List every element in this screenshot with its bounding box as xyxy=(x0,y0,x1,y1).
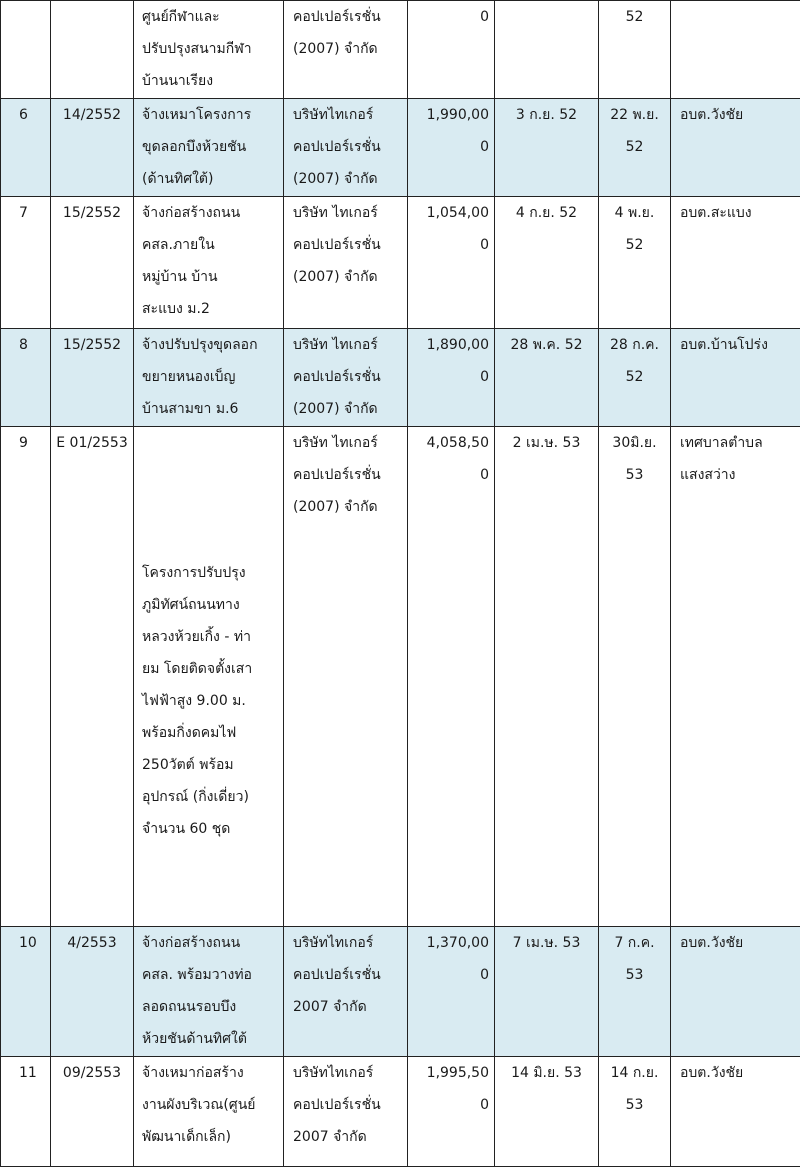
cell-end-date-text: 52 xyxy=(625,237,644,253)
cell-agency-text: อบต.วังชัย xyxy=(680,107,744,123)
cell-contract-no-text: E 01/2553 xyxy=(56,435,128,451)
cell-amount xyxy=(408,197,495,329)
cell-project-text: จ้างเหมาโครงการ xyxy=(142,107,252,123)
cell-end-date-text: 4 พ.ย. xyxy=(614,205,655,221)
cell-end-date xyxy=(599,329,671,427)
cell-contractor-text: คอปเปอร์เรชั่น xyxy=(293,9,381,25)
cell-end-date-text: 28 ก.ค. xyxy=(609,337,659,353)
cell-no xyxy=(1,1057,51,1167)
cell-contractor xyxy=(284,329,408,427)
table-row xyxy=(1,427,800,927)
cell-contractor-text: บริษัท ไทเกอร์ xyxy=(293,435,378,451)
cell-project xyxy=(134,99,284,197)
table-body xyxy=(1,1,800,1167)
cell-project xyxy=(134,1,284,99)
cell-project-text: จ้างก่อสร้างถนน xyxy=(142,205,241,221)
cell-amount-text: 0 xyxy=(480,139,489,155)
cell-end-date-text: 14 ก.ย. xyxy=(610,1065,659,1081)
cell-amount-text: 4,058,50 xyxy=(426,435,489,451)
cell-contractor-text: บริษัท ไทเกอร์ xyxy=(293,337,378,353)
cell-start-date-text: 7 เม.ษ. 53 xyxy=(512,935,581,951)
cell-contract-no xyxy=(51,1,134,99)
cell-project xyxy=(134,197,284,329)
cell-no-text: 8 xyxy=(19,337,28,353)
cell-contractor-text: บริษัทไทเกอร์ xyxy=(293,935,374,951)
cell-end-date xyxy=(599,1057,671,1167)
cell-start-date xyxy=(495,99,599,197)
cell-end-date xyxy=(599,927,671,1057)
cell-project-text: ไฟฟ้าสูง 9.00 ม. xyxy=(142,693,246,709)
cell-amount-text: 1,370,00 xyxy=(426,935,489,951)
cell-contract-no xyxy=(51,927,134,1057)
cell-end-date xyxy=(599,427,671,927)
cell-contract-no xyxy=(51,427,134,927)
cell-amount xyxy=(408,927,495,1057)
cell-project-text: คสล. พร้อมวางท่อ xyxy=(142,967,252,983)
table-row xyxy=(1,197,800,329)
cell-project-text: พร้อมกิ่งดคมไฟ xyxy=(142,725,237,741)
cell-contract-no-text: 14/2552 xyxy=(62,107,122,123)
cell-project-text: (ด้านทิศใต้) xyxy=(142,171,214,187)
cell-agency-text: เทศบาลตำบล xyxy=(680,435,763,451)
cell-project-text: ลอดถนนรอบบึง xyxy=(142,999,237,1015)
cell-no xyxy=(1,427,51,927)
cell-start-date-text: 4 ก.ย. 52 xyxy=(515,205,578,221)
cell-no xyxy=(1,329,51,427)
cell-amount xyxy=(408,427,495,927)
cell-contractor-text: (2007) จำกัด xyxy=(293,269,378,285)
cell-project-text: บ้านสามขา ม.6 xyxy=(142,401,239,417)
cell-contractor-text: บริษัท ไทเกอร์ xyxy=(293,205,378,221)
cell-contract-no-text: 09/2553 xyxy=(62,1065,122,1081)
table-row xyxy=(1,99,800,197)
cell-end-date-text: 53 xyxy=(625,467,644,483)
cell-contractor xyxy=(284,197,408,329)
cell-contract-no-text: 15/2552 xyxy=(62,337,122,353)
cell-contractor-text: คอปเปอร์เรชั่น xyxy=(293,139,381,155)
cell-no-text: 6 xyxy=(19,107,28,123)
cell-start-date-text: 14 มิ.ย. 53 xyxy=(511,1065,582,1081)
cell-amount-text: 0 xyxy=(480,9,489,25)
cell-project xyxy=(134,329,284,427)
cell-project-text: ห้วยชันด้านทิศใต้ xyxy=(142,1031,247,1047)
cell-project xyxy=(134,927,284,1057)
cell-amount xyxy=(408,1057,495,1167)
cell-no xyxy=(1,927,51,1057)
cell-amount-text: 1,890,00 xyxy=(426,337,489,353)
cell-agency xyxy=(671,1,800,99)
cell-agency xyxy=(671,1057,800,1167)
cell-contractor-text: 2007 จำกัด xyxy=(293,1129,367,1145)
cell-contract-no xyxy=(51,1057,134,1167)
cell-end-date-text: 22 พ.ย. xyxy=(610,107,659,123)
cell-start-date xyxy=(495,927,599,1057)
cell-end-date xyxy=(599,197,671,329)
cell-amount xyxy=(408,1,495,99)
cell-start-date-text: 3 ก.ย. 52 xyxy=(515,107,578,123)
cell-agency xyxy=(671,427,800,927)
cell-no xyxy=(1,197,51,329)
cell-contractor xyxy=(284,1057,408,1167)
cell-end-date-text: 30มิ.ย. xyxy=(612,435,657,451)
cell-contractor-text: บริษัทไทเกอร์ xyxy=(293,107,374,123)
table-row xyxy=(1,1057,800,1167)
cell-contractor-text: (2007) จำกัด xyxy=(293,401,378,417)
cell-contractor-text: คอปเปอร์เรชั่น xyxy=(293,369,381,385)
cell-project-text: ขยายหนองเบ็ญ xyxy=(142,369,236,385)
cell-project-text: จำนวน 60 ชุด xyxy=(142,821,231,837)
cell-contract-no-text: 4/2553 xyxy=(67,935,117,951)
cell-start-date xyxy=(495,329,599,427)
cell-start-date-text: 2 เม.ษ. 53 xyxy=(512,435,581,451)
cell-project-text: ภูมิทัศน์ถนนทาง xyxy=(142,597,240,613)
cell-start-date xyxy=(495,1,599,99)
cell-contract-no xyxy=(51,197,134,329)
cell-project-text: พัฒนาเด็กเล็ก) xyxy=(142,1129,231,1145)
cell-no-text: 11 xyxy=(19,1065,37,1081)
cell-project-text: สะแบง ม.2 xyxy=(142,301,210,317)
cell-contractor xyxy=(284,427,408,927)
cell-agency xyxy=(671,99,800,197)
cell-project-text: 250วัตต์ พร้อม xyxy=(142,757,234,773)
cell-end-date-text: 53 xyxy=(625,1097,644,1113)
cell-agency-text: อบต.สะแบง xyxy=(680,205,752,221)
cell-contract-no xyxy=(51,329,134,427)
cell-end-date-text: 52 xyxy=(625,9,644,25)
cell-contractor-text: บริษัทไทเกอร์ xyxy=(293,1065,374,1081)
cell-contractor-text: 2007 จำกัด xyxy=(293,999,367,1015)
cell-contractor xyxy=(284,99,408,197)
table-row xyxy=(1,927,800,1057)
cell-end-date-text: 53 xyxy=(625,967,644,983)
cell-contractor-text: (2007) จำกัด xyxy=(293,171,378,187)
cell-start-date xyxy=(495,427,599,927)
cell-contractor xyxy=(284,927,408,1057)
cell-no xyxy=(1,1,51,99)
cell-project-text: จ้างเหมาก่อสร้าง xyxy=(142,1065,244,1081)
table-row xyxy=(1,329,800,427)
cell-start-date-text: 28 พ.ค. 52 xyxy=(510,337,583,353)
cell-agency xyxy=(671,927,800,1057)
cell-amount-text: 1,054,00 xyxy=(426,205,489,221)
cell-end-date-text: 7 ก.ค. xyxy=(614,935,655,951)
cell-contractor-text: (2007) จำกัด xyxy=(293,41,378,57)
cell-contractor-text: คอปเปอร์เรชั่น xyxy=(293,1097,381,1113)
cell-contractor xyxy=(284,1,408,99)
cell-agency xyxy=(671,329,800,427)
cell-amount xyxy=(408,99,495,197)
cell-agency-text: แสงสว่าง xyxy=(680,467,736,483)
cell-project-text: จ้างก่อสร้างถนน xyxy=(142,935,241,951)
cell-amount-text: 0 xyxy=(480,967,489,983)
cell-amount xyxy=(408,329,495,427)
cell-agency xyxy=(671,197,800,329)
cell-contract-no-text: 15/2552 xyxy=(62,205,122,221)
cell-contract-no xyxy=(51,99,134,197)
cell-project-text: งานผังบริเวณ(ศูนย์ xyxy=(142,1097,256,1113)
cell-amount-text: 1,990,00 xyxy=(426,107,489,123)
cell-no-text: 9 xyxy=(19,435,28,451)
cell-no xyxy=(1,99,51,197)
cell-end-date xyxy=(599,1,671,99)
cell-project xyxy=(134,427,284,927)
cell-agency-text: อบต.บ้านโปร่ง xyxy=(680,337,768,353)
cell-project-text: อุปกรณ์ (กิ่งเดี่ยว) xyxy=(142,789,249,805)
cell-contractor-text: คอปเปอร์เรชั่น xyxy=(293,467,381,483)
cell-amount-text: 0 xyxy=(480,369,489,385)
cell-project xyxy=(134,1057,284,1167)
cell-no-text: 10 xyxy=(19,935,37,951)
cell-amount-text: 1,995,50 xyxy=(426,1065,489,1081)
cell-project-text: บ้านนาเรียง xyxy=(142,73,214,89)
cell-end-date-text: 52 xyxy=(625,139,644,155)
cell-contractor-text: (2007) จำกัด xyxy=(293,499,378,515)
cell-project-text: ยม โดยติดจตั้งเสา xyxy=(142,661,253,677)
cell-project-text: โครงการปรับปรุง xyxy=(142,565,246,581)
cell-project-text: คสล.ภายใน xyxy=(142,237,215,253)
cell-project-text: ปรับปรุงสนามกีฬา xyxy=(142,41,252,57)
cell-project-text: หมู่บ้าน บ้าน xyxy=(142,269,218,285)
cell-amount-text: 0 xyxy=(480,467,489,483)
cell-project-text: จ้างปรับปรุงขุดลอก xyxy=(142,337,258,353)
cell-agency-text: อบต.วังชัย xyxy=(680,935,744,951)
cell-project-text: ศูนย์กีฬาและ xyxy=(142,9,220,25)
cell-start-date xyxy=(495,1057,599,1167)
cell-contractor-text: คอปเปอร์เรชั่น xyxy=(293,967,381,983)
cell-end-date-text: 52 xyxy=(625,369,644,385)
cell-project-text: หลวงห้วยเกิ้ง - ท่า xyxy=(142,629,251,645)
cell-no-text: 7 xyxy=(19,205,28,221)
cell-end-date xyxy=(599,99,671,197)
cell-amount-text: 0 xyxy=(480,237,489,253)
cell-start-date xyxy=(495,197,599,329)
cell-agency-text: อบต.วังชัย xyxy=(680,1065,744,1081)
cell-amount-text: 0 xyxy=(480,1097,489,1113)
cell-contractor-text: คอปเปอร์เรชั่น xyxy=(293,237,381,253)
table-row xyxy=(1,1,800,99)
cell-project-text: ขุดลอกบึงห้วยชัน xyxy=(142,139,247,155)
